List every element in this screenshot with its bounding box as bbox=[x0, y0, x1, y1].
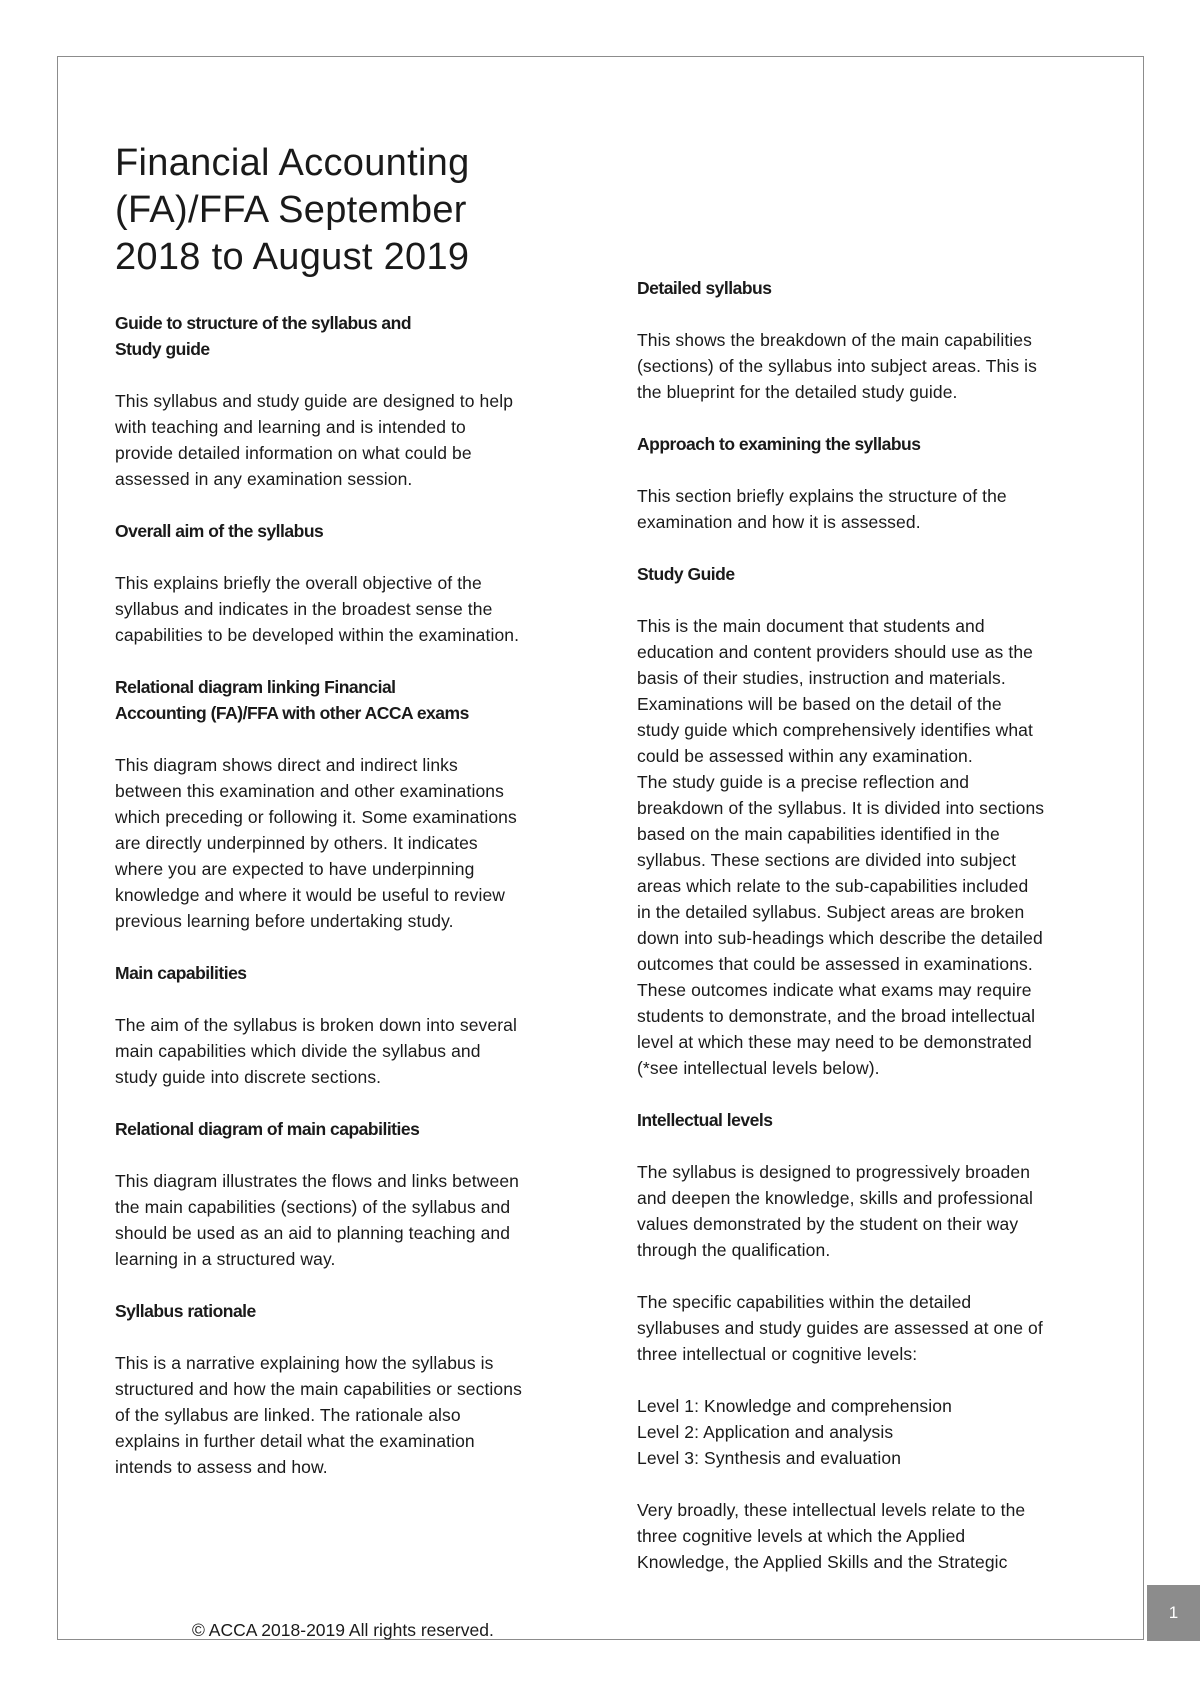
section-heading: Syllabus rationale bbox=[115, 1301, 256, 1321]
page-number-badge bbox=[1147, 1585, 1200, 1641]
section-heading: Study Guide bbox=[637, 564, 735, 584]
left-column bbox=[115, 310, 575, 1506]
section-paragraph: This explains briefly the overall objective of the syllabus and indicates in the broadest sense the capabilities to be developed within the examination. bbox=[115, 573, 520, 645]
section-guide-structure bbox=[115, 310, 575, 492]
section-paragraph: The specific capabilities within the detailed syllabuses and study guides are assessed at one of three intellectual or cognitive levels: bbox=[637, 1292, 1043, 1364]
section-paragraph: This diagram illustrates the flows and links between the main capabilities (sections) of the syllabus and should be used as an aid to planning teaching and learning in a structured way. bbox=[115, 1171, 519, 1269]
page-number: 1 bbox=[1168, 1603, 1179, 1622]
section-paragraph: The syllabus is designed to progressively broaden and deepen the knowledge, skills and professional values demonstrated by the student on their way through the qualification. bbox=[637, 1162, 1034, 1260]
section-heading: Overall aim of the syllabus bbox=[115, 521, 324, 541]
section-study-guide bbox=[637, 561, 1097, 1081]
section-heading: Relational diagram linking Financial Accounting (FA)/FFA with other ACCA exams bbox=[115, 677, 469, 723]
section-paragraph: Very broadly, these intellectual levels relate to the three cognitive levels at which the Applied Knowledge, the Applied Skills and the Strategic bbox=[637, 1500, 1026, 1572]
section-paragraph: This diagram shows direct and indirect links between this examination and other examinations which preceding or following it. Some examinations are directly underpinned by others. It indicates where you are expected to have underpinning knowledge and where it would be useful to review previous learning before undertaking study. bbox=[115, 755, 517, 931]
section-heading: Guide to structure of the syllabus and Study guide bbox=[115, 313, 412, 359]
section-syllabus-rationale bbox=[115, 1298, 575, 1480]
section-paragraph: The aim of the syllabus is broken down into several main capabilities which divide the syllabus and study guide into discrete sections. bbox=[115, 1015, 517, 1087]
section-heading: Relational diagram of main capabilities bbox=[115, 1119, 420, 1139]
page-title: Financial Accounting (FA)/FFA September 2018 to August 2019 bbox=[115, 142, 470, 278]
section-paragraph: This section briefly explains the structure of the examination and how it is assessed. bbox=[637, 486, 1007, 532]
section-heading: Approach to examining the syllabus bbox=[637, 434, 921, 454]
section-paragraph: This syllabus and study guide are designed to help with teaching and learning and is intended to provide detailed information on what could be assessed in any examination session. bbox=[115, 391, 514, 489]
section-overall-aim bbox=[115, 518, 575, 648]
section-intellectual-levels bbox=[637, 1107, 1097, 1575]
section-paragraph: This is a narrative explaining how the syllabus is structured and how the main capabilities or sections of the syllabus are linked. The rationale also explains in further detail what the examination intends to assess and how. bbox=[115, 1353, 522, 1477]
section-detailed-syllabus bbox=[637, 275, 1097, 405]
copyright-footer: © ACCA 2018-2019 All rights reserved. bbox=[192, 1620, 494, 1640]
section-main-capabilities bbox=[115, 960, 575, 1090]
section-paragraph: This is the main document that students and education and content providers should use as the basis of their studies, instruction and materials. Examinations will be based on the detail of the study guide which comprehensively identifies what could be assessed within any examination. The study guide is a precise reflection and breakdown of the syllabus. It is divided into sections based on the main capabilities identified in the syllabus. These sections are divided into subject areas which relate to the sub-capabilities included in the detailed syllabus. Subject areas are broken down into sub-headings which describe the detailed outcomes that could be assessed in examinations. These outcomes indicate what exams may require students to demonstrate, and the broad intellectual level at which these may need to be demonstrated (*see intellectual levels below). bbox=[637, 616, 1045, 1078]
section-approach-examining bbox=[637, 431, 1097, 535]
section-relational-diagram-exams bbox=[115, 674, 575, 934]
section-paragraph: This shows the breakdown of the main capabilities (sections) of the syllabus into subject areas. This is the blueprint for the detailed study guide. bbox=[637, 330, 1037, 402]
levels-list: Level 1: Knowledge and comprehension Level 2: Application and analysis Level 3: Synthesis and evaluation bbox=[637, 1396, 952, 1468]
section-heading: Intellectual levels bbox=[637, 1110, 773, 1130]
right-column bbox=[637, 275, 1097, 1601]
section-heading: Detailed syllabus bbox=[637, 278, 772, 298]
section-relational-diagram-capabilities bbox=[115, 1116, 575, 1272]
section-heading: Main capabilities bbox=[115, 963, 247, 983]
